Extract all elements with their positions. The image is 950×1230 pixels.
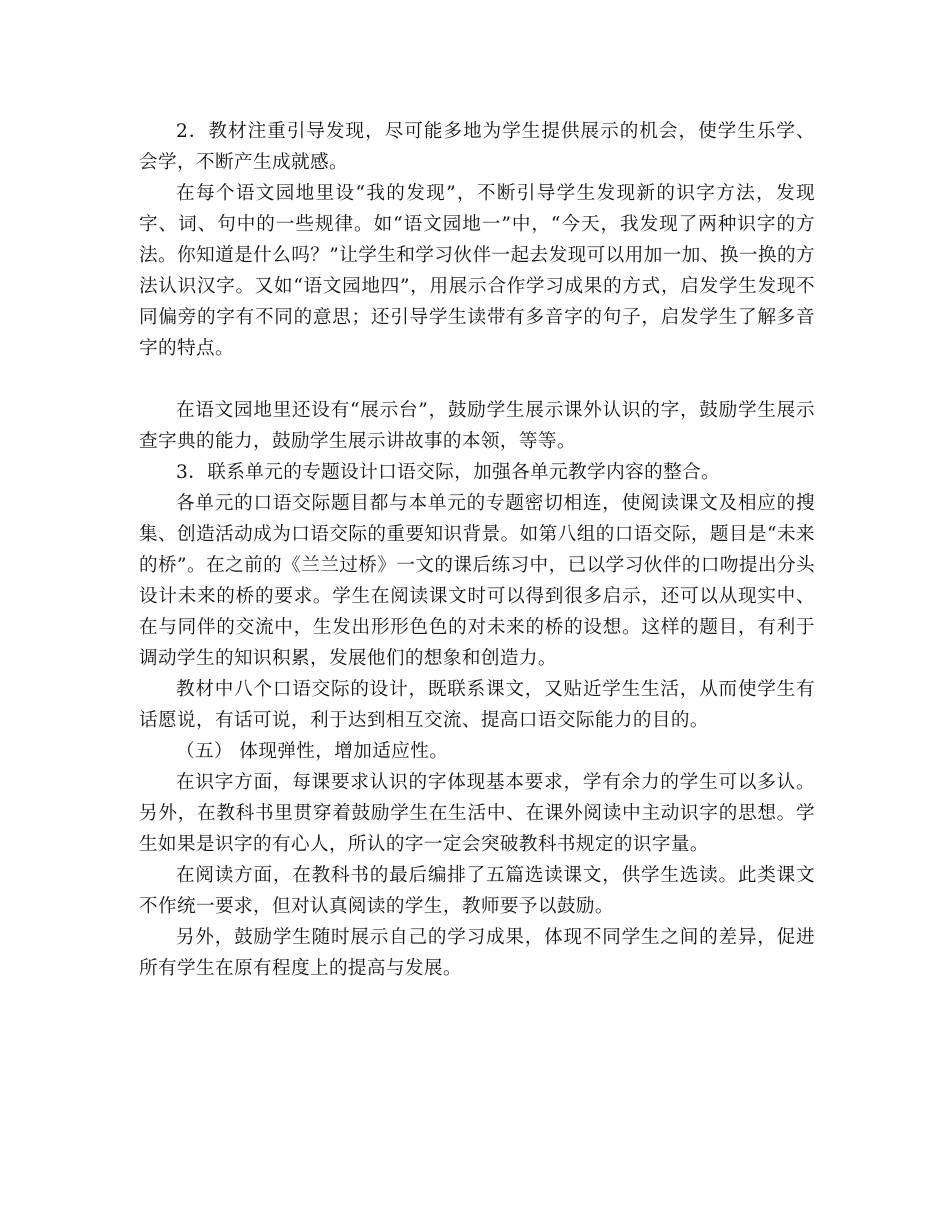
document-body (139, 116, 815, 984)
paragraph-point-2-heading: 2．教材注重引导发现，尽可能多地为学生提供展示的机会，使学生乐学、会学，不断产生成就感。 (139, 121, 815, 173)
paragraph-point-3-heading: 3．联系单元的专题设计口语交际，加强各单元教学内容的整合。 (176, 462, 721, 483)
paragraph-reading: 在阅读方面，在教科书的最后编排了五篇选读课文，供学生选读。此类课文不作统一要求，但对认真阅读的学生，教师要予以鼓励。 (139, 865, 815, 917)
paragraph-showcase: 在语文园地里还设有“展示台”，鼓励学生展示课外认识的字，鼓励学生展示查字典的能力，鼓励学生展示讲故事的本领，等等。 (139, 400, 815, 452)
paragraph-literacy: 在识字方面，每课要求认识的字体现基本要求，学有余力的学生可以多认。另外，在教科书里贯穿着鼓励学生在生活中、在课外阅读中主动识字的思想。学生如果是识字的有心人，所认的字一定会突破教科书规定的识字量。 (139, 772, 815, 855)
paragraph-oral-topics: 各单元的口语交际题目都与本单元的专题密切相连，使阅读课文及相应的搜集、创造活动成为口语交际的重要知识背景。如第八组的口语交际，题目是“未来的桥”。在之前的《兰兰过桥》一文的课后练习中，已以学习伙伴的口吻提出分头设计未来的桥的要求。学生在阅读课文时可以得到很多启示，还可以从现实中、在与同伴的交流中，生发出形形色色的对未来的桥的设想。这样的题目，有利于调动学生的知识积累，发展他们的想象和创造力。 (139, 493, 815, 669)
paragraph-eight-oral-designs: 教材中八个口语交际的设计，既联系课文，又贴近学生生活，从而使学生有话愿说，有话可说，利于达到相互交流、提高口语交际能力的目的。 (139, 679, 815, 731)
paragraph-achievements: 另外，鼓励学生随时展示自己的学习成果，体现不同学生之间的差异，促进所有学生在原有程度上的提高与发展。 (139, 927, 815, 979)
paragraph-my-discovery: 在每个语文园地里设“我的发现”，不断引导学生发现新的识字方法，发现字、词、句中的一些规律。如“语文园地一”中，“今天，我发现了两种识字的方法。你知道是什么吗？”让学生和学习伙伴一起去发现可以用加一加、换一换的方法认识汉字。又如“语文园地四”，用展示合作学习成果的方式，启发学生发现不同偏旁的字有不同的意思；还引导学生读带有多音字的句子，启发学生了解多音字的特点。 (139, 183, 815, 359)
section-heading-five: （五） 体现弹性，增加适应性。 (176, 741, 449, 762)
